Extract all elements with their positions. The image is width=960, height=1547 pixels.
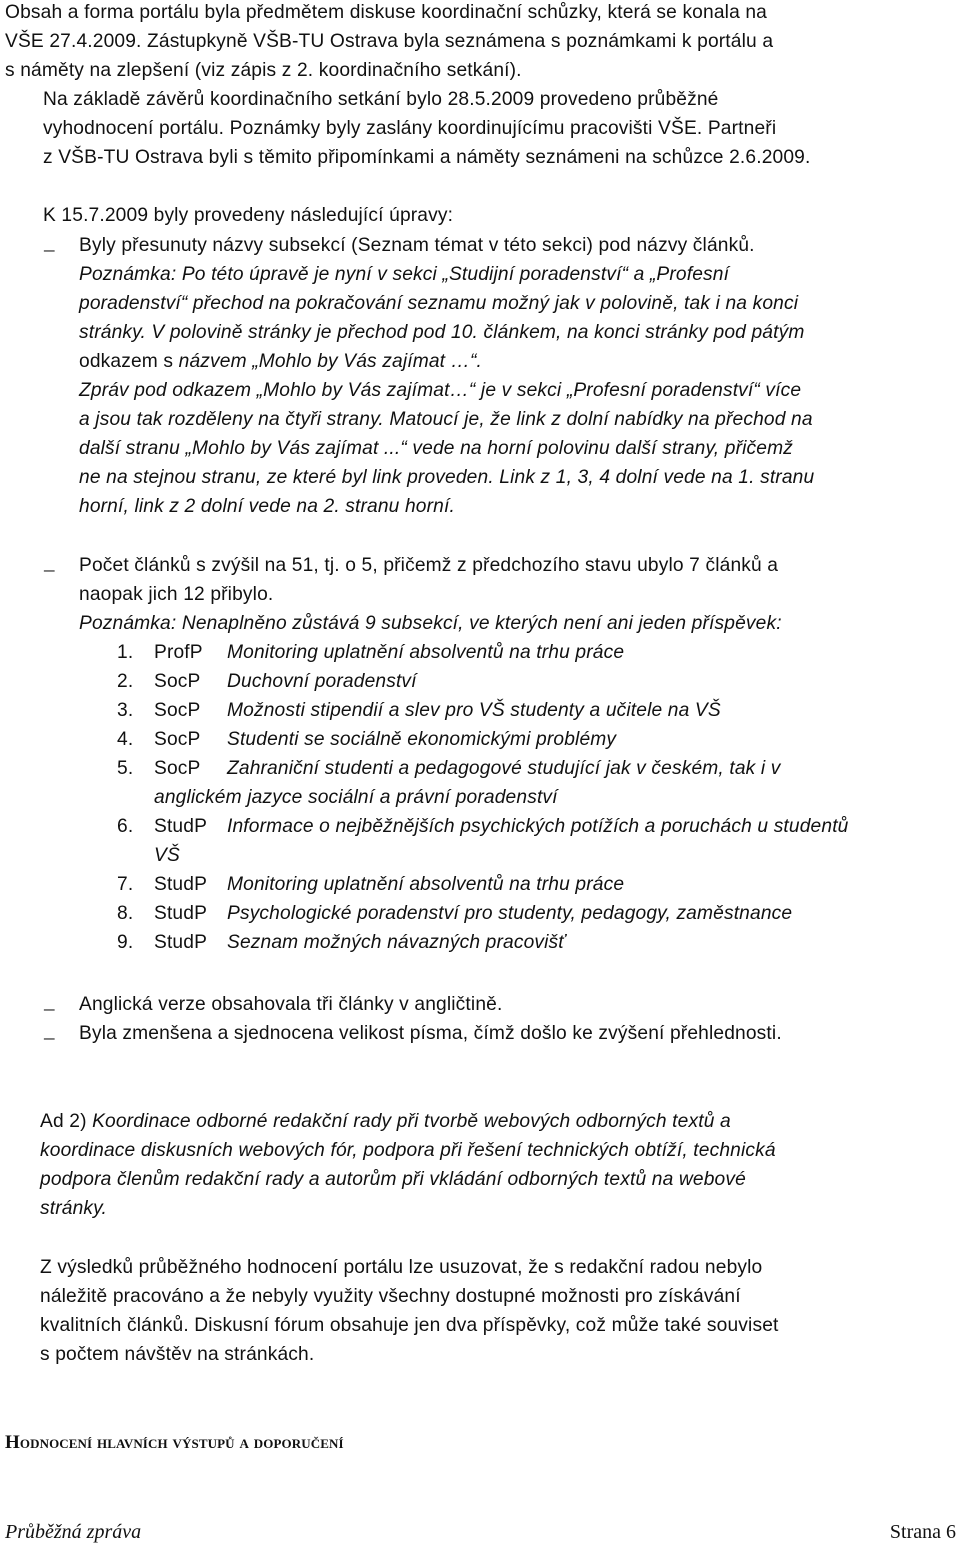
- intro-line: vyhodnocení portálu. Poznámky byly zaslány koordinujícímu pracovišti VŠE. Partneři: [43, 118, 777, 139]
- document-page: Obsah a forma portálu byla předmětem diskuse koordinační schůzky, která se konala na VŠE 27.4.2009. Zástupkyně VŠB-TU Ostrava byla seznámena s poznámkami k portálu a s náměty na zlepšení (viz zápis z 2. koordinačního setkání). Na základě závěrů koordinačního setkání bylo 28.5.2009 provedeno průběžné vyhodnocení portálu. Poznámky byly zaslány koordinujícímu pracovišti VŠE. Partneři z VŠB-TU Ostrava byli s těmito připomínkami a náměty seznámeni na schůzce 2.6.2009. K 15.7.2009 byly provedeny následující úpravy: – Byly přesunuty názvy subsekcí (Seznam témat v této sekci) pod názvy článků. Poznámka: Po této úpravě je nyní v sekci „Studijní poradenství“ a „Profesní poradenství“ přechod na pokračování seznamu možný jak v polovině, tak i na konci stránky. V polovině stránky je přechod pod 10. článkem, na konci stránky pod pátým odkazem s názvem „Mohlo by Vás zajímat …“. Zpráv pod odkazem „Mohlo by Vás zajímat…“ je v sekci „Profesní poradenství“ více a jsou tak rozděleny na čtyři strany. Matoucí je, že link z dolní nabídky na přechod na další stranu „Mohlo by Vás zajímat ...“ vede na horní polovinu další strany, přičemž ne na stejnou stranu, ze které byl link proveden. Link z 1, 3, 4 dolní vede na 1. stranu horní, link z 2 dolní vede na 2. stranu horní. – Počet článků s zvýšil na 51, tj. o 5, přičemž z předchozího stavu ubylo 7 článků a naopak jich 12 přibylo. Poznámka: Nenaplněno zůstává 9 subsekcí, ve kterých není ani jeden příspěvek: 1. ProfP Monitoring uplatnění absolventů na trhu práce 2. SocP Duchovní poradenství 3. SocP Možnosti stipendií a slev pro VŠ studenty a učitele na VŠ 4. SocP Studenti se sociálně ekonomickými problémy 5. SocP Zahraniční studenti a pedagogové studující jak v českém, tak i v anglickém jazyce sociální a právní poradenství 6. StudP Informace o nejběžnějších psychických potížích a poruchách u studentů VŠ 7. StudP Monitoring uplatnění absolventů na trhu práce 8. StudP Psychologické poradenství pro studenty, pedagogy, zaměstnance 9. StudP Seznam možných návazných pracovišť – Anglická verze obsahovala tři články v angličtině. – Byla zmenšena a sjednocena velikost písma, čímž došlo ke zvýšení přehlednosti. Ad 2) Koordinace odborné redakční rady při tvorbě webových odborných textů a koordinace diskusních webových fór, podpora při řešení technických obtíží, technická podpora členům redakční rady a autorům při vkládání odborných textů na webové stránky. Z výsledků průběžného hodnocení portálu lze usuzovat, že s redakční radou nebylo náležitě pracováno a že nebyly využity všechny dostupné možnosti pro získávání kvalitních článků. Diskusní fórum obsahuje jen dva příspěvky, což může také souviset s počtem návštěv na stránkách. Hodnocení hlavních výstupů a doporučení Průběžná zpráva Strana 6: [0, 0, 960, 1547]
- ad2-line: koordinace diskusních webových fór, podpora při řešení technických obtíží, technická: [40, 1140, 776, 1161]
- dash-bullet: –: [44, 237, 55, 261]
- note-line: horní, link z 2 dolní vede na 2. stranu horní.: [79, 496, 455, 517]
- dash-bullet: –: [44, 996, 55, 1020]
- change-item-text: naopak jich 12 přibylo.: [79, 584, 274, 605]
- note-line: další stranu „Mohlo by Vás zajímat ...“ vede na horní polovinu další strany, přičemž: [79, 438, 793, 459]
- note-line: poradenství“ přechod na pokračování seznamu možný jak v polovině, tak i na konci: [79, 293, 799, 314]
- ad2-line: stránky.: [40, 1198, 107, 1219]
- intro-line: s náměty na zlepšení (viz zápis z 2. koordinačního setkání).: [5, 60, 522, 81]
- intro-line: Obsah a forma portálu byla předmětem diskuse koordinační schůzky, která se konala na: [5, 2, 768, 23]
- list-item-continuation: anglickém jazyce sociální a právní poradenství: [154, 787, 558, 808]
- changes-heading: K 15.7.2009 byly provedeny následující úpravy:: [43, 205, 454, 226]
- change-item-text: Počet článků s zvýšil na 51, tj. o 5, přičemž z předchozího stavu ubylo 7 článků a: [79, 555, 779, 576]
- conclusion-line: náležitě pracováno a že nebyly využity všechny dostupné možnosti pro získávání: [40, 1286, 741, 1307]
- ad2-line: Ad 2) Koordinace odborné redakční rady při tvorbě webových odborných textů a: [40, 1111, 731, 1132]
- dash-bullet: –: [44, 1025, 55, 1049]
- intro-line: z VŠB-TU Ostrava byli s těmito připomínkami a náměty seznámeni na schůzce 2.6.2009.: [43, 147, 811, 168]
- note-line: odkazem s názvem „Mohlo by Vás zajímat …“.: [79, 351, 482, 372]
- conclusion-line: Z výsledků průběžného hodnocení portálu lze usuzovat, že s redakční radou nebylo: [40, 1257, 763, 1278]
- note-line: stránky. V polovině stránky je přechod pod 10. článkem, na konci stránky pod pátým: [79, 322, 805, 343]
- conclusion-line: kvalitních článků. Diskusní fórum obsahuje jen dva příspěvky, což může také souviset: [40, 1315, 779, 1336]
- intro-line: VŠE 27.4.2009. Zástupkyně VŠB-TU Ostrava byla seznámena s poznámkami k portálu a: [5, 31, 774, 52]
- note-line: a jsou tak rozděleny na čtyři strany. Matoucí je, že link z dolní nabídky na přechod na: [79, 409, 813, 430]
- change-item-text: Byla zmenšena a sjednocena velikost písma, čímž došlo ke zvýšení přehlednosti.: [79, 1023, 782, 1044]
- page-number: Strana 6: [889, 1521, 956, 1543]
- note-line: ne na stejnou stranu, ze které byl link proveden. Link z 1, 3, 4 dolní vede na 1. stranu: [79, 467, 815, 488]
- ad2-line: podpora členům redakční rady a autorům při vkládání odborných textů na webové: [40, 1169, 746, 1190]
- note-line: Poznámka: Nenaplněno zůstává 9 subsekcí, ve kterých není ani jeden příspěvek:: [79, 613, 782, 634]
- section-heading: Hodnocení hlavních výstupů a doporučení: [5, 1432, 344, 1453]
- conclusion-line: s počtem návštěv na stránkách.: [40, 1344, 315, 1365]
- list-item-continuation: VŠ: [154, 845, 180, 866]
- intro-line: Na základě závěrů koordinačního setkání bylo 28.5.2009 provedeno průběžné: [43, 89, 719, 110]
- note-line: Zpráv pod odkazem „Mohlo by Vás zajímat…“ je v sekci „Profesní poradenství“ více: [79, 380, 802, 401]
- change-item-text: Anglická verze obsahovala tři články v angličtině.: [79, 994, 503, 1015]
- note-line: Poznámka: Po této úpravě je nyní v sekci „Studijní poradenství“ a „Profesní: [79, 264, 730, 285]
- change-item-text: Byly přesunuty názvy subsekcí (Seznam témat v této sekci) pod názvy článků.: [79, 235, 755, 256]
- footer-title: Průběžná zpráva: [5, 1521, 142, 1543]
- dash-bullet: –: [44, 557, 55, 581]
